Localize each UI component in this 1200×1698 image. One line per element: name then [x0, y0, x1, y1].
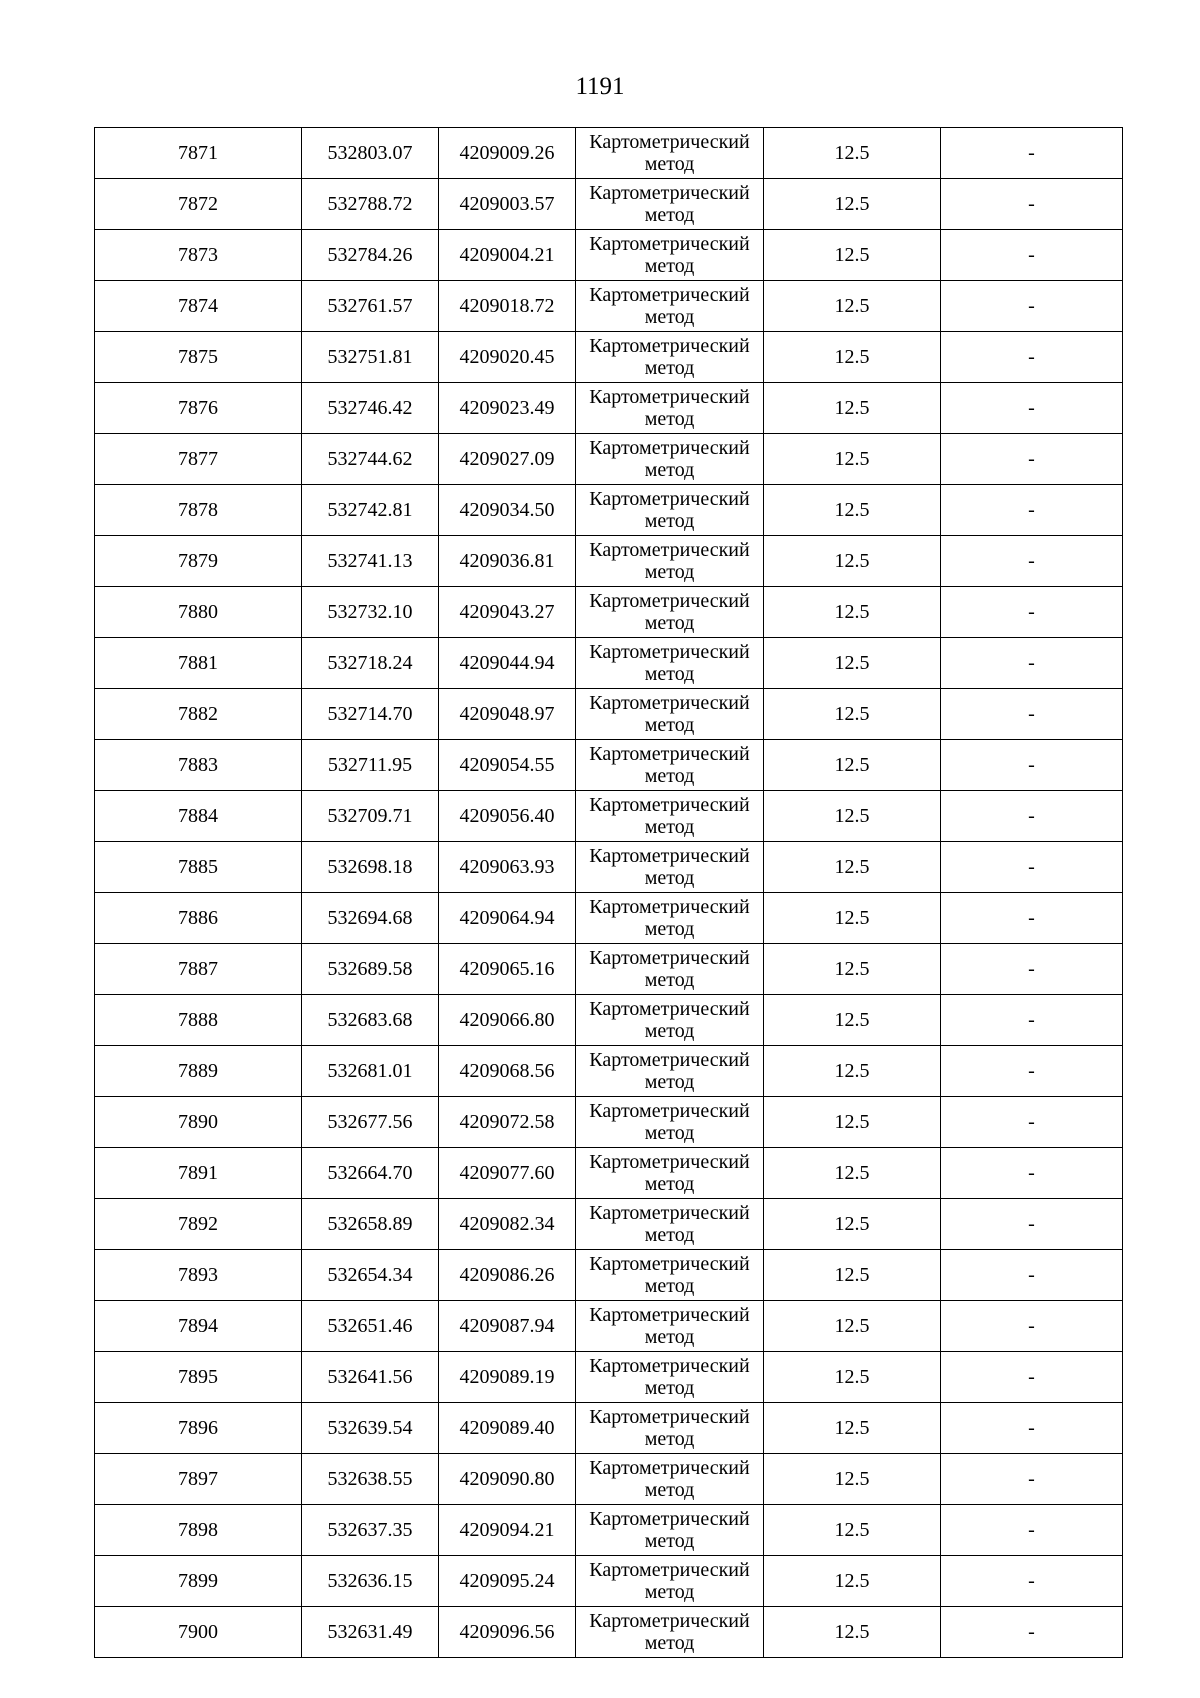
accuracy-cell: 12.5 [764, 536, 941, 587]
method-line-2: метод [644, 1530, 695, 1552]
y-coordinate-cell: 4209044.94 [439, 638, 576, 689]
method-line-1: Картометрический [589, 1049, 750, 1071]
y-coordinate-cell: 4209048.97 [439, 689, 576, 740]
note-cell: - [941, 587, 1123, 638]
method-line-1: Картометрический [589, 1610, 750, 1632]
point-id-cell: 7880 [95, 587, 302, 638]
method-line-1: Картометрический [589, 1253, 750, 1275]
point-id-cell: 7881 [95, 638, 302, 689]
point-id-cell: 7878 [95, 485, 302, 536]
point-id-cell: 7889 [95, 1046, 302, 1097]
x-coordinate-cell: 532732.10 [302, 587, 439, 638]
note-cell: - [941, 536, 1123, 587]
table-row [95, 1607, 1123, 1658]
y-coordinate-cell: 4209068.56 [439, 1046, 576, 1097]
method-line-2: метод [644, 1122, 695, 1144]
method-cell [576, 740, 764, 791]
method-line-1: Картометрический [589, 1559, 750, 1581]
method-line-1: Картометрический [589, 998, 750, 1020]
x-coordinate-cell: 532689.58 [302, 944, 439, 995]
method-line-1: Картометрический [589, 131, 750, 153]
point-id-cell: 7887 [95, 944, 302, 995]
x-coordinate-cell: 532677.56 [302, 1097, 439, 1148]
point-id-cell: 7879 [95, 536, 302, 587]
method-line-1: Картометрический [589, 539, 750, 561]
note-cell: - [941, 1607, 1123, 1658]
y-coordinate-cell: 4209072.58 [439, 1097, 576, 1148]
table-row [95, 995, 1123, 1046]
x-coordinate-cell: 532784.26 [302, 230, 439, 281]
table-row [95, 383, 1123, 434]
method-cell [576, 1607, 764, 1658]
note-cell: - [941, 332, 1123, 383]
method-line-1: Картометрический [589, 845, 750, 867]
method-cell [576, 1556, 764, 1607]
table-row [95, 332, 1123, 383]
table-row [95, 1250, 1123, 1301]
method-line-2: метод [644, 1581, 695, 1603]
point-id-cell: 7882 [95, 689, 302, 740]
x-coordinate-cell: 532664.70 [302, 1148, 439, 1199]
y-coordinate-cell: 4209089.19 [439, 1352, 576, 1403]
method-cell [576, 281, 764, 332]
y-coordinate-cell: 4209003.57 [439, 179, 576, 230]
method-line-1: Картометрический [589, 1508, 750, 1530]
method-line-2: метод [644, 255, 695, 277]
table-row [95, 1505, 1123, 1556]
method-cell [576, 1403, 764, 1454]
accuracy-cell: 12.5 [764, 485, 941, 536]
x-coordinate-cell: 532651.46 [302, 1301, 439, 1352]
x-coordinate-cell: 532639.54 [302, 1403, 439, 1454]
method-cell [576, 434, 764, 485]
method-cell [576, 1250, 764, 1301]
method-cell [576, 842, 764, 893]
x-coordinate-cell: 532718.24 [302, 638, 439, 689]
point-id-cell: 7896 [95, 1403, 302, 1454]
method-line-1: Картометрический [589, 233, 750, 255]
y-coordinate-cell: 4209065.16 [439, 944, 576, 995]
point-id-cell: 7891 [95, 1148, 302, 1199]
table-row [95, 1556, 1123, 1607]
note-cell: - [941, 1097, 1123, 1148]
point-id-cell: 7874 [95, 281, 302, 332]
y-coordinate-cell: 4209064.94 [439, 893, 576, 944]
point-id-cell: 7877 [95, 434, 302, 485]
accuracy-cell: 12.5 [764, 1046, 941, 1097]
method-cell [576, 791, 764, 842]
point-id-cell: 7892 [95, 1199, 302, 1250]
y-coordinate-cell: 4209063.93 [439, 842, 576, 893]
method-cell [576, 536, 764, 587]
accuracy-cell: 12.5 [764, 1403, 941, 1454]
x-coordinate-cell: 532788.72 [302, 179, 439, 230]
method-cell [576, 1199, 764, 1250]
note-cell: - [941, 944, 1123, 995]
method-cell [576, 1301, 764, 1352]
method-line-2: метод [644, 1632, 695, 1654]
method-line-1: Картометрический [589, 488, 750, 510]
accuracy-cell: 12.5 [764, 791, 941, 842]
method-line-1: Картометрический [589, 794, 750, 816]
accuracy-cell: 12.5 [764, 1607, 941, 1658]
table-row [95, 1046, 1123, 1097]
method-line-2: метод [644, 918, 695, 940]
method-cell [576, 689, 764, 740]
point-id-cell: 7899 [95, 1556, 302, 1607]
accuracy-cell: 12.5 [764, 740, 941, 791]
point-id-cell: 7876 [95, 383, 302, 434]
method-line-1: Картометрический [589, 692, 750, 714]
accuracy-cell: 12.5 [764, 1250, 941, 1301]
method-cell [576, 1148, 764, 1199]
y-coordinate-cell: 4209018.72 [439, 281, 576, 332]
method-cell [576, 1505, 764, 1556]
method-cell [576, 1454, 764, 1505]
method-line-1: Картометрический [589, 743, 750, 765]
method-cell [576, 587, 764, 638]
x-coordinate-cell: 532761.57 [302, 281, 439, 332]
y-coordinate-cell: 4209086.26 [439, 1250, 576, 1301]
table-row [95, 791, 1123, 842]
table-row [95, 536, 1123, 587]
method-line-2: метод [644, 816, 695, 838]
x-coordinate-cell: 532658.89 [302, 1199, 439, 1250]
accuracy-cell: 12.5 [764, 434, 941, 485]
accuracy-cell: 12.5 [764, 179, 941, 230]
y-coordinate-cell: 4209036.81 [439, 536, 576, 587]
table-row [95, 128, 1123, 179]
method-line-1: Картометрический [589, 437, 750, 459]
accuracy-cell: 12.5 [764, 281, 941, 332]
point-id-cell: 7898 [95, 1505, 302, 1556]
accuracy-cell: 12.5 [764, 944, 941, 995]
note-cell: - [941, 1505, 1123, 1556]
x-coordinate-cell: 532636.15 [302, 1556, 439, 1607]
point-id-cell: 7884 [95, 791, 302, 842]
note-cell: - [941, 281, 1123, 332]
method-cell [576, 893, 764, 944]
note-cell: - [941, 638, 1123, 689]
y-coordinate-cell: 4209087.94 [439, 1301, 576, 1352]
y-coordinate-cell: 4209009.26 [439, 128, 576, 179]
table-row [95, 1097, 1123, 1148]
table-row [95, 893, 1123, 944]
y-coordinate-cell: 4209066.80 [439, 995, 576, 1046]
note-cell: - [941, 434, 1123, 485]
accuracy-cell: 12.5 [764, 1097, 941, 1148]
x-coordinate-cell: 532681.01 [302, 1046, 439, 1097]
note-cell: - [941, 128, 1123, 179]
method-line-2: метод [644, 1326, 695, 1348]
point-id-cell: 7886 [95, 893, 302, 944]
method-cell [576, 179, 764, 230]
note-cell: - [941, 1301, 1123, 1352]
y-coordinate-cell: 4209096.56 [439, 1607, 576, 1658]
method-line-1: Картометрический [589, 1202, 750, 1224]
point-id-cell: 7872 [95, 179, 302, 230]
method-cell [576, 944, 764, 995]
accuracy-cell: 12.5 [764, 1352, 941, 1403]
accuracy-cell: 12.5 [764, 1148, 941, 1199]
method-line-2: метод [644, 1275, 695, 1297]
table-row [95, 1148, 1123, 1199]
x-coordinate-cell: 532698.18 [302, 842, 439, 893]
accuracy-cell: 12.5 [764, 1199, 941, 1250]
x-coordinate-cell: 532637.35 [302, 1505, 439, 1556]
method-cell [576, 128, 764, 179]
point-id-cell: 7900 [95, 1607, 302, 1658]
point-id-cell: 7890 [95, 1097, 302, 1148]
x-coordinate-cell: 532711.95 [302, 740, 439, 791]
table-row [95, 434, 1123, 485]
note-cell: - [941, 791, 1123, 842]
table-row [95, 1352, 1123, 1403]
method-cell [576, 1352, 764, 1403]
x-coordinate-cell: 532746.42 [302, 383, 439, 434]
method-line-2: метод [644, 1224, 695, 1246]
table-body [95, 128, 1123, 1658]
method-cell [576, 485, 764, 536]
note-cell: - [941, 1250, 1123, 1301]
accuracy-cell: 12.5 [764, 1505, 941, 1556]
note-cell: - [941, 1454, 1123, 1505]
x-coordinate-cell: 532751.81 [302, 332, 439, 383]
method-line-2: метод [644, 561, 695, 583]
y-coordinate-cell: 4209027.09 [439, 434, 576, 485]
method-line-2: метод [644, 1479, 695, 1501]
y-coordinate-cell: 4209095.24 [439, 1556, 576, 1607]
table-row [95, 179, 1123, 230]
table-row [95, 485, 1123, 536]
point-id-cell: 7875 [95, 332, 302, 383]
method-line-2: метод [644, 510, 695, 532]
accuracy-cell: 12.5 [764, 230, 941, 281]
y-coordinate-cell: 4209090.80 [439, 1454, 576, 1505]
note-cell: - [941, 1352, 1123, 1403]
method-line-1: Картометрический [589, 1355, 750, 1377]
note-cell: - [941, 1199, 1123, 1250]
y-coordinate-cell: 4209043.27 [439, 587, 576, 638]
x-coordinate-cell: 532742.81 [302, 485, 439, 536]
y-coordinate-cell: 4209082.34 [439, 1199, 576, 1250]
y-coordinate-cell: 4209077.60 [439, 1148, 576, 1199]
method-line-1: Картометрический [589, 1457, 750, 1479]
method-line-1: Картометрический [589, 1304, 750, 1326]
point-id-cell: 7893 [95, 1250, 302, 1301]
method-line-2: метод [644, 306, 695, 328]
note-cell: - [941, 842, 1123, 893]
method-line-2: метод [644, 1377, 695, 1399]
x-coordinate-cell: 532694.68 [302, 893, 439, 944]
point-id-cell: 7897 [95, 1454, 302, 1505]
page-number: 1191 [575, 73, 625, 100]
point-id-cell: 7871 [95, 128, 302, 179]
point-id-cell: 7895 [95, 1352, 302, 1403]
y-coordinate-cell: 4209054.55 [439, 740, 576, 791]
method-line-1: Картометрический [589, 1406, 750, 1428]
note-cell: - [941, 893, 1123, 944]
accuracy-cell: 12.5 [764, 638, 941, 689]
accuracy-cell: 12.5 [764, 332, 941, 383]
point-id-cell: 7888 [95, 995, 302, 1046]
x-coordinate-cell: 532803.07 [302, 128, 439, 179]
method-cell [576, 230, 764, 281]
point-id-cell: 7885 [95, 842, 302, 893]
method-line-2: метод [644, 714, 695, 736]
note-cell: - [941, 1046, 1123, 1097]
point-id-cell: 7894 [95, 1301, 302, 1352]
method-line-1: Картометрический [589, 1151, 750, 1173]
method-line-1: Картометрический [589, 182, 750, 204]
method-line-2: метод [644, 357, 695, 379]
note-cell: - [941, 1403, 1123, 1454]
table-row [95, 638, 1123, 689]
method-cell [576, 383, 764, 434]
method-line-1: Картометрический [589, 284, 750, 306]
x-coordinate-cell: 532709.71 [302, 791, 439, 842]
accuracy-cell: 12.5 [764, 995, 941, 1046]
y-coordinate-cell: 4209023.49 [439, 383, 576, 434]
accuracy-cell: 12.5 [764, 587, 941, 638]
table-row [95, 281, 1123, 332]
method-line-2: метод [644, 765, 695, 787]
method-line-1: Картометрический [589, 1100, 750, 1122]
table-row [95, 230, 1123, 281]
method-line-1: Картометрический [589, 641, 750, 663]
method-line-2: метод [644, 1173, 695, 1195]
table-row [95, 1301, 1123, 1352]
point-id-cell: 7873 [95, 230, 302, 281]
y-coordinate-cell: 4209094.21 [439, 1505, 576, 1556]
method-line-2: метод [644, 459, 695, 481]
x-coordinate-cell: 532638.55 [302, 1454, 439, 1505]
method-line-2: метод [644, 1071, 695, 1093]
accuracy-cell: 12.5 [764, 842, 941, 893]
accuracy-cell: 12.5 [764, 1556, 941, 1607]
method-cell [576, 332, 764, 383]
y-coordinate-cell: 4209004.21 [439, 230, 576, 281]
note-cell: - [941, 1148, 1123, 1199]
method-cell [576, 1097, 764, 1148]
note-cell: - [941, 740, 1123, 791]
method-cell [576, 995, 764, 1046]
method-line-2: метод [644, 1428, 695, 1450]
table-row [95, 842, 1123, 893]
note-cell: - [941, 995, 1123, 1046]
table-row [95, 1403, 1123, 1454]
accuracy-cell: 12.5 [764, 1301, 941, 1352]
note-cell: - [941, 1556, 1123, 1607]
y-coordinate-cell: 4209020.45 [439, 332, 576, 383]
method-line-1: Картометрический [589, 896, 750, 918]
y-coordinate-cell: 4209034.50 [439, 485, 576, 536]
method-line-1: Картометрический [589, 590, 750, 612]
method-line-2: метод [644, 153, 695, 175]
coordinates-table [94, 127, 1123, 1658]
method-line-2: метод [644, 867, 695, 889]
table-row [95, 587, 1123, 638]
x-coordinate-cell: 532714.70 [302, 689, 439, 740]
accuracy-cell: 12.5 [764, 689, 941, 740]
accuracy-cell: 12.5 [764, 893, 941, 944]
table-row [95, 1454, 1123, 1505]
point-id-cell: 7883 [95, 740, 302, 791]
method-line-2: метод [644, 612, 695, 634]
table-row [95, 944, 1123, 995]
x-coordinate-cell: 532654.34 [302, 1250, 439, 1301]
note-cell: - [941, 485, 1123, 536]
note-cell: - [941, 689, 1123, 740]
table-row [95, 740, 1123, 791]
table-row [95, 1199, 1123, 1250]
x-coordinate-cell: 532631.49 [302, 1607, 439, 1658]
method-cell [576, 638, 764, 689]
accuracy-cell: 12.5 [764, 1454, 941, 1505]
note-cell: - [941, 179, 1123, 230]
method-line-2: метод [644, 204, 695, 226]
x-coordinate-cell: 532741.13 [302, 536, 439, 587]
method-line-2: метод [644, 408, 695, 430]
method-line-2: метод [644, 1020, 695, 1042]
accuracy-cell: 12.5 [764, 128, 941, 179]
method-line-2: метод [644, 663, 695, 685]
method-line-1: Картометрический [589, 335, 750, 357]
y-coordinate-cell: 4209056.40 [439, 791, 576, 842]
y-coordinate-cell: 4209089.40 [439, 1403, 576, 1454]
method-line-1: Картометрический [589, 386, 750, 408]
table-row [95, 689, 1123, 740]
x-coordinate-cell: 532641.56 [302, 1352, 439, 1403]
method-line-2: метод [644, 969, 695, 991]
x-coordinate-cell: 532683.68 [302, 995, 439, 1046]
method-cell [576, 1046, 764, 1097]
x-coordinate-cell: 532744.62 [302, 434, 439, 485]
accuracy-cell: 12.5 [764, 383, 941, 434]
note-cell: - [941, 383, 1123, 434]
note-cell: - [941, 230, 1123, 281]
method-line-1: Картометрический [589, 947, 750, 969]
